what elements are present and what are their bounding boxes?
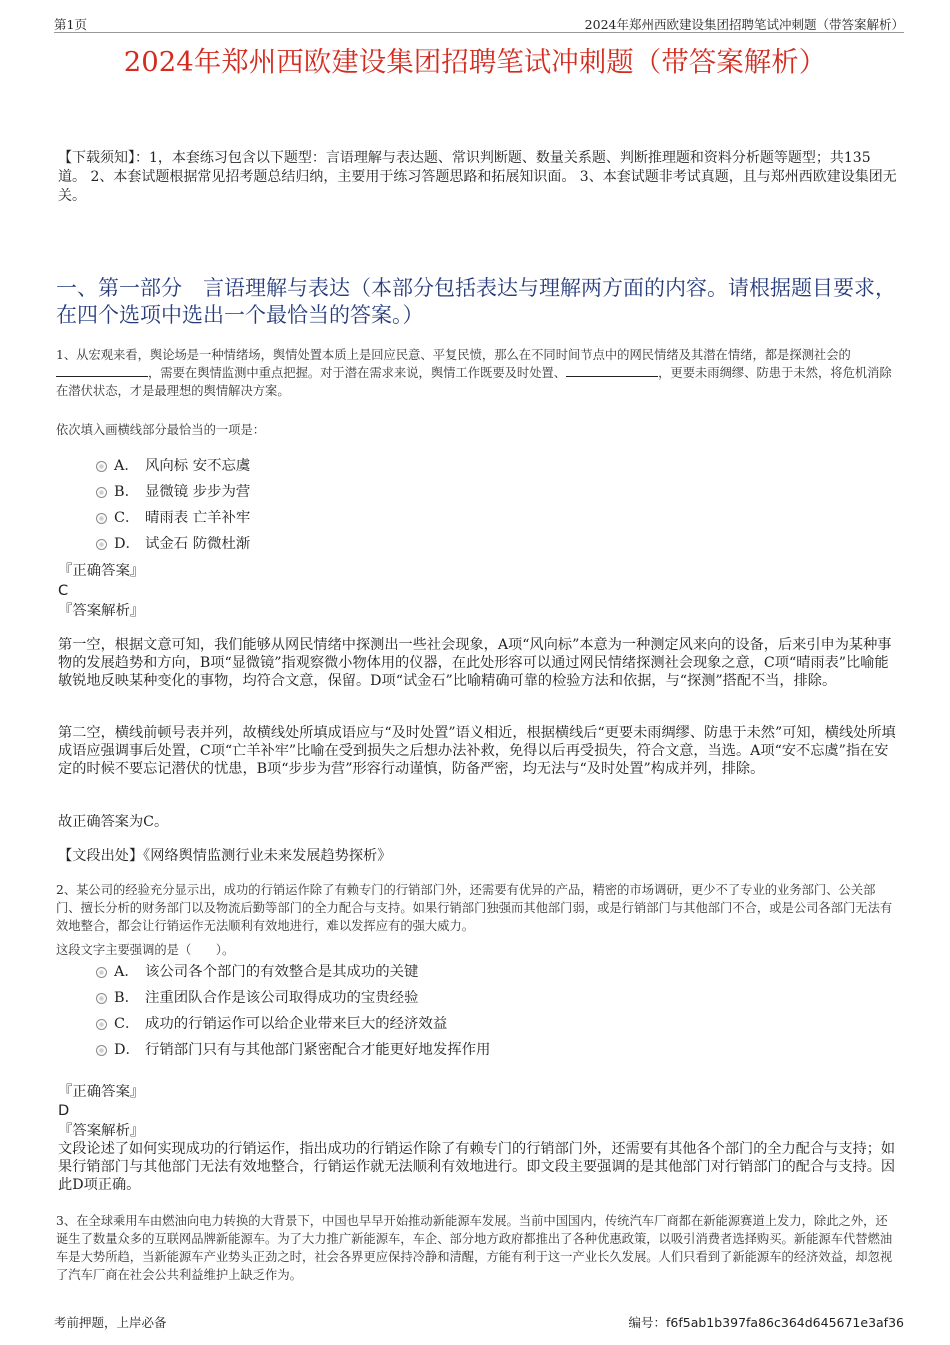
page-number: 第1页 bbox=[54, 17, 87, 32]
radio-icon[interactable] bbox=[96, 539, 107, 550]
question-1-prompt: 依次填入画横线部分最恰当的一项是： bbox=[56, 423, 266, 437]
analysis-paragraph-2: 第二空，横线前顿号表并列，故横线处所填成语应与“及时处置”语义相近，根据横线后“更要未雨绸缪、防患于未然”可知，横线处所填成语应强调事后处置，C项“亡羊补牢”比喻在受到损失之后想办法补救，免得以后再受损失，符合文意，当选。A项“安不忘虞”指在安定的时候不要忘记潜伏的忧患，B项“步步为营”形容行动谨慎，防备严密，均无法与“及时处置”构成并列，排除。 bbox=[58, 725, 896, 777]
correct-answer-value: C bbox=[58, 582, 69, 599]
correct-answer-label: 『正确答案』 bbox=[58, 563, 145, 579]
radio-icon[interactable] bbox=[96, 967, 107, 978]
document-id: 编号：f6f5ab1b397fa86c364d645671e3af36 bbox=[628, 1315, 904, 1330]
radio-icon[interactable] bbox=[96, 1019, 107, 1030]
correct-answer-value: D bbox=[58, 1102, 70, 1119]
page-header bbox=[54, 14, 904, 33]
radio-icon[interactable] bbox=[96, 513, 107, 524]
fill-blank-2 bbox=[566, 366, 658, 377]
question-1-stem: 1、从宏观来看，舆论场是一种情绪场，舆情处置本质上是回应民意、平复民愤，那么在不同时间节点中的网民情绪及其潜在情绪，都是探测社会的，需要在舆情监测中重点把握。对于潜在需求来说，舆情工作既要及时处置、 ，更要未雨绸缪、防患于未然，将危机消除在潜伏状态，才是最理想的舆情解决方案。 bbox=[56, 348, 892, 398]
question-3-stem: 3、在全球乘用车由燃油向电力转换的大背景下，中国也早早开始推动新能源车发展。当前中国国内，传统汽车厂商都在新能源赛道上发力，除此之外，还诞生了数量众多的互联网品牌新能源车。为了大力推广新能源车，车企、部分地方政府都推出了各种优惠政策，以吸引消费者选择购买。新能源车代替燃油车是大势所趋，当新能源车产业势头正劲之时，社会各界更应保持冷静和清醒，方能有利于这一产业长久发展。人们只看到了新能源车的经济效益，却忽视了汽车厂商在社会公共利益维护上缺乏作为。 bbox=[56, 1214, 893, 1282]
question-2-prompt: 这段文字主要强调的是（ ）。 bbox=[56, 943, 235, 957]
page-title: 2024年郑州西欧建设集团招聘笔试冲刺题（带答案解析） bbox=[123, 46, 827, 78]
section-heading: 一、第一部分 言语理解与表达（本部分包括表达与理解两方面的内容。请根据题目要求，在四个选项中选出一个最恰当的答案。） bbox=[56, 276, 896, 327]
radio-icon[interactable] bbox=[96, 487, 107, 498]
source-citation: 【文段出处】《网络舆情监测行业未来发展趋势探析》 bbox=[58, 848, 392, 864]
header-doc-title: 2024年郑州西欧建设集团招聘笔试冲刺题（带答案解析） bbox=[584, 17, 904, 32]
radio-icon[interactable] bbox=[96, 461, 107, 472]
radio-icon[interactable] bbox=[96, 993, 107, 1004]
download-notice: 【下载须知】：1，本套练习包含以下题型：言语理解与表达题、常识判断题、数量关系题、判断推理题和资料分析题等题型；共135道。 2、本套试题根据常见招考题总结归纳，主要用于练习答题思路和拓展知识面。 3、本套试题非考试真题，且与郑州西欧建设集团无关。 bbox=[58, 150, 897, 204]
fill-blank-1 bbox=[56, 366, 148, 377]
analysis-paragraph: 文段论述了如何实现成功的行销运作，指出成功的行销运作除了有赖专门的行销部门外，还需要有其他各个部门的全力配合与支持；如果行销部门与其他部门无法有效地整合，行销运作就无法顺利有效地进行。即文段主要强调的是其他部门对行销部门的配合与支持。因此D项正确。 bbox=[58, 1141, 896, 1193]
analysis-conclusion: 故正确答案为C。 bbox=[58, 814, 169, 830]
question-2-stem: 2、某公司的经验充分显示出，成功的行销运作除了有赖专门的行销部门外，还需要有优异的产品，精密的市场调研，更少不了专业的业务部门、公关部门、擅长分析的财务部门以及物流后勤等部门的全力配合与支持。如果行销部门独强而其他部门弱，或是行销部门与其他部门不合，或是公司各部门无法有效地整合，都会让行销运作无法顺利有效地进行，难以发挥应有的强大威力。 bbox=[56, 883, 893, 933]
footer-slogan: 考前押题，上岸必备 bbox=[54, 1315, 167, 1330]
analysis-label: 『答案解析』 bbox=[58, 1123, 145, 1139]
analysis-label: 『答案解析』 bbox=[58, 603, 145, 619]
radio-icon[interactable] bbox=[96, 1045, 107, 1056]
correct-answer-label: 『正确答案』 bbox=[58, 1084, 145, 1100]
analysis-paragraph-1: 第一空，根据文意可知，我们能够从网民情绪中探测出一些社会现象，A项“风向标”本意为一种测定风来向的设备，后来引申为某种事物的发展趋势和方向，B项“显微镜”指观察微小物体用的仪器，在此处形容可以通过网民情绪探测社会现象之意，C项“晴雨表”比喻能敏锐地反映某种变化的事物，均符合文意，保留。D项“试金石”比喻精确可靠的检验方法和依据，与“探测”搭配不当，排除。 bbox=[58, 637, 892, 689]
